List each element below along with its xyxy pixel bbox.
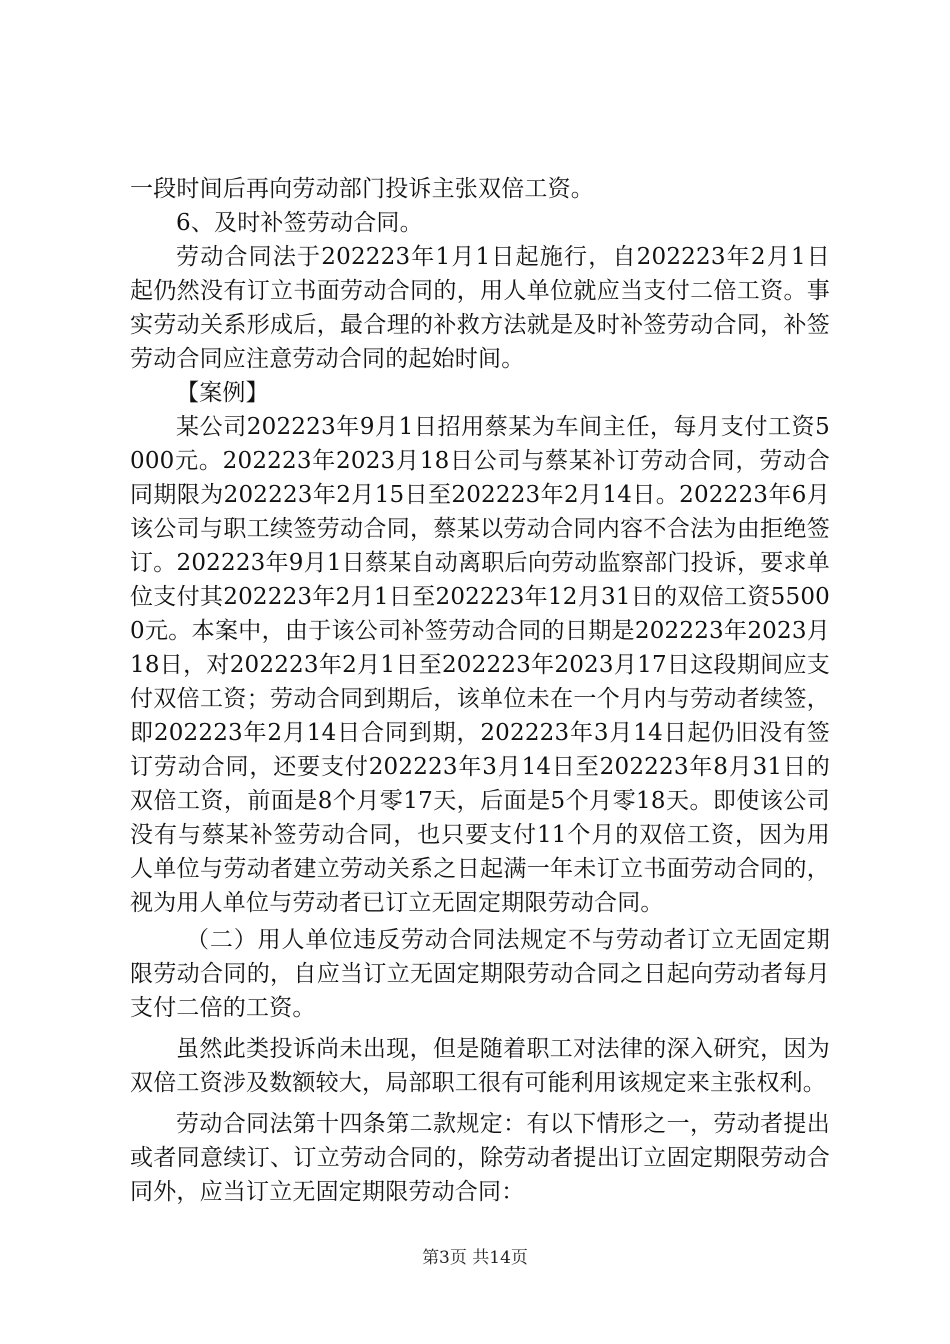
paragraph-continuation: 一段时间后再向劳动部门投诉主张双倍工资。 [130, 176, 594, 202]
paragraph-law-effective: 劳动合同法于202223年1月1日起施行，自202223年2月1日起仍然没有订立书面劳动合同的，用人单位就应当支付二倍工资。事实劳动关系形成后，最合理的补救方法就是及时补签劳动合同，补签劳动合同应注意劳动合同的起始时间。 [130, 244, 830, 372]
document-body [130, 172, 830, 1209]
paragraph-complaints: 虽然此类投诉尚未出现，但是随着职工对法律的深入研究，因为双倍工资涉及数额较大，局部职工很有可能利用该规定来主张权利。 [130, 1036, 830, 1096]
paragraph-section-two: （二）用人单位违反劳动合同法规定不与劳动者订立无固定期限劳动合同的，自应当订立无固定期限劳动合同之日起向劳动者每月支付二倍的工资。 [130, 927, 830, 1021]
paragraph-case-label: 【案例】 [176, 380, 269, 406]
paragraph-article-14: 劳动合同法第十四条第二款规定：有以下情形之一，劳动者提出或者同意续订、订立劳动合同的，除劳动者提出订立固定期限劳动合同外，应当订立无固定期限劳动合同： [130, 1111, 830, 1205]
paragraph-heading-6: 6、及时补签劳动合同。 [176, 210, 423, 236]
paragraph-case-body: 某公司202223年9月1日招用蔡某为车间主任，每月支付工资5000元。202223年2023月18日公司与蔡某补订劳动合同，劳动合同期限为202223年2月15日至202223年2月14日。202223年6月该公司与职工续签劳动合同，蔡某以劳动合同内容不合法为由拒绝签订。202223年9月1日蔡某自动离职后向劳动监察部门投诉，要求单位支付其202223年2月1日至202223年12月31日的双倍工资55000元。本案中，由于该公司补签劳动合同的日期是202223年2023月18日，对202223年2月1日至202223年2023月17日这段期间应支付双倍工资；劳动合同到期后，该单位未在一个月内与劳动者续签，即202223年2月14日合同到期，202223年3月14日起仍旧没有签订劳动合同，还要支付202223年3月14日至202223年8月31日的双倍工资，前面是8个月零17天，后面是5个月零18天。即使该公司没有与蔡某补签劳动合同，也只要支付11个月的双倍工资，因为用人单位与劳动者建立劳动关系之日起满一年未订立书面劳动合同的，视为用人单位与劳动者已订立无固定期限劳动合同。 [130, 414, 830, 916]
page-number-footer: 第3页 共14页 [422, 1248, 528, 1268]
